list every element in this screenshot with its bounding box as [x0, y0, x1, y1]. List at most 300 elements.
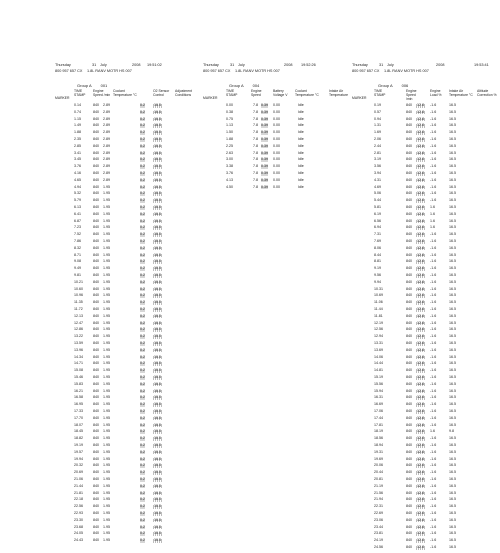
table-cell: 840: [93, 279, 99, 284]
table-cell: 16.95: [74, 402, 83, 407]
table-cell: 19.57: [74, 449, 83, 454]
table-cell: 11.72: [74, 307, 83, 311]
table-cell: 2.89: [103, 130, 110, 135]
table-cell: 1.95: [103, 429, 110, 434]
table-cell: 3.38: [226, 164, 233, 169]
table-cell: 840: [406, 327, 412, 332]
table-cell: -1.6: [430, 103, 437, 107]
table-cell: 840: [406, 157, 412, 162]
table-cell: -1.6: [430, 273, 437, 277]
table-cell: 7.8: [253, 171, 258, 175]
table-cell: 12.8: [417, 307, 424, 311]
table-cell: 1.95: [103, 395, 110, 400]
table-cell: 6.94: [374, 225, 381, 230]
table-cell: 0.2: [140, 327, 145, 332]
table-cell: 16.5: [154, 456, 161, 461]
table-cell: 12.8: [417, 409, 424, 413]
table-cell: -1.6: [430, 157, 437, 162]
table-cell: 840: [93, 286, 99, 291]
table-cell: 16.5: [154, 313, 161, 318]
table-cell: 0.00: [273, 137, 280, 141]
table-cell: 840: [406, 232, 412, 237]
table-cell: 13.59: [74, 341, 83, 345]
table-cell: 7.8: [253, 164, 258, 169]
table-cell: 16.5: [154, 273, 161, 277]
table-cell: 23.30: [74, 517, 83, 522]
table-cell: 16.5: [154, 198, 161, 203]
table-cell: 840: [93, 143, 99, 148]
table-cell: 12.8: [417, 511, 424, 515]
table-cell: 16.5: [449, 449, 456, 454]
table-cell: 1.95: [103, 273, 110, 277]
table-cell: -1.6: [430, 232, 437, 237]
table-cell: 12.8: [417, 177, 424, 182]
table-cell: 7.8: [253, 143, 258, 148]
table-cell: 9.81: [74, 273, 81, 277]
table-cell: 17.81: [374, 422, 383, 427]
table-cell: 840: [406, 239, 412, 243]
table-cell: 0.2: [140, 483, 145, 488]
table-cell: 840: [93, 205, 99, 209]
table-cell: 0.38: [226, 109, 233, 114]
table-cell: 0.2: [140, 402, 145, 407]
table-cell: 14.06: [374, 354, 383, 359]
table-cell: 12.8: [417, 313, 424, 318]
table-cell: -1.6: [430, 266, 437, 271]
table-cell: 840: [93, 334, 99, 339]
table-cell: 12.8: [417, 239, 424, 243]
table-cell: 16.5: [154, 177, 161, 182]
table-cell: 0.2: [140, 497, 145, 502]
table-cell: 16.5: [154, 259, 161, 264]
table-cell: 14.44: [374, 361, 383, 366]
table-cell: 16.5: [449, 470, 456, 475]
table-cell: 16.5: [449, 545, 456, 549]
table-cell: 16.5: [449, 415, 456, 420]
table-cell: 21.44: [74, 483, 83, 488]
table-cell: 840: [406, 225, 412, 230]
table-cell: 840: [406, 150, 412, 155]
table-cell: 840: [93, 483, 99, 488]
table-cell: 15.94: [374, 388, 383, 393]
table-cell: 0.2: [140, 300, 145, 305]
table-cell: 16.5: [449, 354, 456, 359]
table-cell: Idle: [298, 116, 304, 121]
table-cell: 16.5: [154, 511, 161, 515]
header-time: 19:53:41: [474, 63, 489, 67]
table-cell: -1.6: [430, 279, 437, 284]
table-cell: 20.81: [374, 477, 383, 481]
table-cell: 0.2: [140, 143, 145, 148]
table-cell: 840: [406, 483, 412, 488]
table-cell: 840: [93, 218, 99, 223]
table-cell: 840: [93, 436, 99, 441]
table-cell: 840: [406, 123, 412, 128]
table-cell: 840: [93, 477, 99, 481]
table-cell: 0.2: [140, 307, 145, 311]
table-cell: 0.2: [140, 361, 145, 366]
table-cell: -1.6: [430, 334, 437, 339]
col-c2: Battery Voltage V: [273, 89, 288, 97]
table-cell: 8.71: [74, 252, 81, 257]
table-cell: Idle: [298, 150, 304, 155]
table-cell: 840: [93, 456, 99, 461]
table-cell: 12.13: [74, 313, 83, 318]
table-cell: 16.5: [154, 381, 161, 386]
table-cell: 16.5: [154, 415, 161, 420]
table-cell: 840: [93, 293, 99, 298]
table-cell: 0.00: [273, 116, 280, 121]
table-cell: 16.5: [449, 307, 456, 311]
table-cell: 1.95: [103, 504, 110, 509]
table-cell: 12.8: [417, 218, 424, 223]
table-cell: 16.5: [154, 232, 161, 237]
table-cell: 8.06: [374, 245, 381, 250]
table-cell: 12.8: [417, 470, 424, 475]
table-cell: 0.2: [140, 266, 145, 271]
col-c4: Adjustment Conditions: [175, 89, 192, 97]
table-cell: 13.31: [374, 341, 383, 345]
table-cell: 0.2: [140, 320, 145, 325]
table-cell: -1.6: [430, 477, 437, 481]
table-cell: 6.13: [74, 205, 81, 209]
table-cell: 16.5: [449, 388, 456, 393]
table-cell: 840: [406, 341, 412, 345]
table-cell: 1.95: [103, 259, 110, 264]
table-cell: 16.5: [154, 538, 161, 543]
table-cell: 840: [93, 232, 99, 237]
col-time: TIME STAMP: [74, 89, 86, 97]
table-cell: 840: [406, 211, 412, 216]
table-cell: 5.32: [74, 191, 81, 196]
table-cell: 16.5: [449, 273, 456, 277]
table-cell: -1.6: [430, 483, 437, 488]
table-cell: 840: [93, 449, 99, 454]
table-cell: 1.95: [103, 347, 110, 352]
table-cell: 12.8: [417, 171, 424, 175]
table-cell: 7.69: [374, 239, 381, 243]
table-cell: 840: [93, 252, 99, 257]
table-cell: 840: [93, 130, 99, 135]
table-cell: 840: [93, 225, 99, 230]
table-cell: -1.6: [430, 327, 437, 332]
table-cell: 12.8: [417, 504, 424, 509]
table-cell: 840: [406, 109, 412, 114]
table-cell: 0.2: [140, 177, 145, 182]
table-cell: 1.95: [103, 225, 110, 230]
table-cell: 16.5: [154, 524, 161, 529]
table-cell: 1.95: [103, 368, 110, 373]
table-cell: 2.35: [74, 137, 81, 141]
table-cell: 840: [406, 409, 412, 413]
table-cell: 12.8: [417, 191, 424, 196]
table-cell: 0.00: [273, 103, 280, 107]
table-cell: 840: [93, 123, 99, 128]
table-cell: 16.5: [154, 103, 161, 107]
table-cell: 5.79: [74, 198, 81, 203]
table-cell: 840: [93, 490, 99, 495]
table-cell: 0.2: [140, 354, 145, 359]
table-cell: 3.00: [226, 157, 233, 162]
table-cell: 16.5: [449, 320, 456, 325]
table-cell: 18.45: [74, 429, 83, 434]
table-cell: 1.95: [103, 436, 110, 441]
table-cell: 1.95: [103, 218, 110, 223]
table-cell: 13.22: [74, 334, 83, 339]
table-cell: 16.5: [449, 143, 456, 148]
table-cell: -1.6: [430, 171, 437, 175]
table-cell: 8.81: [374, 259, 381, 264]
table-cell: 16.5: [449, 347, 456, 352]
table-cell: 840: [406, 368, 412, 373]
table-cell: 12.8: [417, 449, 424, 454]
table-cell: 16.5: [449, 137, 456, 141]
table-cell: 7.31: [374, 232, 381, 237]
table-cell: 16.5: [154, 395, 161, 400]
table-cell: 1.95: [103, 524, 110, 529]
table-cell: 1.15: [74, 116, 81, 121]
table-cell: 7.8: [253, 109, 258, 114]
table-cell: 16.5: [154, 239, 161, 243]
table-cell: 840: [406, 103, 412, 107]
table-cell: 0.39: [261, 109, 268, 114]
table-cell: 8.32: [74, 245, 81, 250]
table-cell: 14.34: [74, 354, 83, 359]
table-cell: 840: [406, 538, 412, 543]
table-cell: -1.6: [430, 239, 437, 243]
table-cell: 1.31: [374, 123, 381, 128]
table-cell: 840: [93, 395, 99, 400]
table-cell: 0.2: [140, 395, 145, 400]
table-cell: 840: [93, 307, 99, 311]
table-cell: 11.35: [74, 300, 83, 305]
table-cell: 1.95: [103, 375, 110, 379]
table-cell: 4.65: [74, 177, 81, 182]
table-cell: 12.8: [417, 483, 424, 488]
table-cell: 20.32: [74, 463, 83, 468]
table-cell: 16.5: [154, 211, 161, 216]
table-cell: 12.8: [417, 164, 424, 169]
table-cell: 2.89: [103, 123, 110, 128]
table-cell: -1.6: [430, 395, 437, 400]
table-cell: 4.69: [374, 184, 381, 189]
table-cell: 15.56: [374, 381, 383, 386]
table-cell: 0.39: [261, 130, 268, 135]
table-cell: 12.8: [417, 463, 424, 468]
table-cell: 1.95: [103, 184, 110, 189]
table-cell: 12.8: [417, 395, 424, 400]
table-cell: 10.31: [374, 286, 383, 291]
col-c1: Engine Speed /min: [93, 89, 111, 97]
table-cell: 840: [406, 273, 412, 277]
table-cell: 16.5: [154, 483, 161, 488]
group-heading: [77, 84, 107, 88]
table-cell: 840: [406, 497, 412, 502]
table-cell: 840: [93, 524, 99, 529]
header-year: 2008: [132, 63, 141, 67]
table-cell: 1.95: [103, 279, 110, 284]
table-cell: 21.19: [374, 483, 383, 488]
table-cell: 840: [93, 470, 99, 475]
header-serial: 800 957 657 CX: [352, 69, 380, 73]
table-cell: 16.5: [449, 334, 456, 339]
table-cell: 16.5: [449, 517, 456, 522]
table-cell: 1.13: [226, 123, 233, 128]
table-cell: 0.2: [140, 225, 145, 230]
table-cell: 1.95: [103, 538, 110, 543]
table-cell: 0.2: [140, 490, 145, 495]
header-year: 2008: [436, 63, 445, 67]
table-cell: 840: [93, 429, 99, 434]
table-cell: 23.06: [374, 517, 383, 522]
table-cell: 0.2: [140, 422, 145, 427]
table-cell: 840: [93, 184, 99, 189]
table-cell: 3.19: [374, 157, 381, 162]
table-cell: 16.5: [449, 266, 456, 271]
table-cell: 840: [406, 245, 412, 250]
table-cell: 1.95: [103, 381, 110, 386]
table-cell: 7.8: [253, 103, 258, 107]
header-day: Thursday: [352, 63, 368, 67]
table-cell: 0.00: [273, 130, 280, 135]
table-cell: -1.6: [430, 511, 437, 515]
table-cell: 11.44: [374, 307, 383, 311]
table-cell: 1.95: [103, 327, 110, 332]
table-cell: 12.8: [417, 123, 424, 128]
col-marker: MARKER: [352, 96, 367, 100]
header-vehicle: 1.8L RANV MOTR HS 007: [235, 69, 280, 73]
table-cell: 12.8: [417, 477, 424, 481]
table-cell: 16.5: [154, 307, 161, 311]
table-cell: 16.5: [449, 381, 456, 386]
table-cell: 16.5: [449, 109, 456, 114]
table-cell: 840: [406, 545, 412, 549]
table-cell: -1.6: [430, 293, 437, 298]
table-cell: 1.95: [103, 341, 110, 345]
table-cell: 4.31: [374, 177, 381, 182]
table-cell: 12.8: [417, 341, 424, 345]
table-cell: Idle: [298, 184, 304, 189]
table-cell: 16.5: [449, 150, 456, 155]
table-cell: 15.83: [74, 381, 83, 386]
table-cell: 0.2: [140, 123, 145, 128]
table-cell: 12.8: [417, 422, 424, 427]
table-cell: 3.45: [74, 157, 81, 162]
table-cell: 1.95: [103, 286, 110, 291]
table-cell: 7.8: [253, 130, 258, 135]
table-cell: 1.95: [103, 409, 110, 413]
table-cell: 0.00: [226, 103, 233, 107]
table-cell: 1.95: [103, 239, 110, 243]
table-cell: 840: [406, 171, 412, 175]
table-cell: 0.00: [273, 123, 280, 128]
table-cell: 3.76: [74, 164, 81, 169]
table-cell: 12.8: [417, 143, 424, 148]
table-cell: 840: [93, 157, 99, 162]
header-date: 31: [230, 63, 235, 67]
table-cell: 2.89: [103, 103, 110, 107]
table-cell: 16.5: [154, 191, 161, 196]
table-cell: 9.8: [449, 429, 454, 434]
table-cell: 1.95: [103, 232, 110, 237]
table-cell: 16.5: [449, 490, 456, 495]
table-cell: 0.00: [273, 157, 280, 162]
table-cell: -1.6: [430, 313, 437, 318]
table-cell: 16.5: [154, 218, 161, 223]
table-cell: 9.08: [74, 259, 81, 264]
table-cell: 0.2: [140, 109, 145, 114]
table-cell: 840: [93, 375, 99, 379]
table-cell: 0.2: [140, 164, 145, 169]
table-cell: 16.5: [449, 531, 456, 536]
table-cell: -1.6: [430, 456, 437, 461]
table-cell: 10.96: [74, 293, 83, 298]
table-cell: 11.06: [374, 300, 383, 305]
table-cell: 12.8: [417, 415, 424, 420]
table-cell: 840: [93, 497, 99, 502]
table-cell: 0.00: [273, 171, 280, 175]
table-cell: -1.6: [430, 123, 437, 128]
table-cell: 840: [93, 198, 99, 203]
table-cell: 12.8: [417, 347, 424, 352]
table-cell: 16.5: [449, 245, 456, 250]
table-cell: 12.8: [417, 361, 424, 366]
table-cell: 16.5: [449, 116, 456, 121]
table-cell: 12.8: [417, 116, 424, 121]
table-cell: -1.6: [430, 524, 437, 529]
table-cell: 840: [406, 266, 412, 271]
table-cell: 6.19: [374, 211, 381, 216]
table-cell: 16.5: [449, 300, 456, 305]
table-cell: 840: [406, 443, 412, 447]
table-cell: 0.2: [140, 504, 145, 509]
table-cell: 0.2: [140, 524, 145, 529]
table-cell: 840: [93, 368, 99, 373]
table-cell: -1.6: [430, 116, 437, 121]
table-cell: 16.5: [154, 470, 161, 475]
table-cell: 0.2: [140, 232, 145, 237]
table-cell: 16.5: [449, 184, 456, 189]
table-cell: -1.6: [430, 443, 437, 447]
table-cell: 16.5: [449, 259, 456, 264]
table-cell: 0.2: [140, 531, 145, 536]
table-cell: 840: [406, 164, 412, 169]
table-cell: 2.89: [103, 171, 110, 175]
table-cell: 0.2: [140, 279, 145, 284]
table-cell: 16.5: [449, 218, 456, 223]
table-cell: 840: [93, 511, 99, 515]
table-cell: 16.5: [154, 266, 161, 271]
table-cell: 21.81: [74, 490, 83, 495]
table-cell: 16.5: [154, 504, 161, 509]
table-cell: 0.00: [273, 177, 280, 182]
table-cell: 0.39: [261, 157, 268, 162]
table-cell: 840: [406, 477, 412, 481]
table-cell: 12.47: [74, 320, 83, 325]
table-cell: 840: [406, 395, 412, 400]
table-cell: 2.89: [103, 116, 110, 121]
table-cell: 12.8: [417, 252, 424, 257]
table-cell: 840: [93, 266, 99, 271]
table-cell: Idle: [298, 130, 304, 135]
table-cell: 1.95: [103, 313, 110, 318]
table-cell: -1.6: [430, 191, 437, 196]
table-cell: Idle: [298, 103, 304, 107]
table-cell: 840: [406, 422, 412, 427]
table-cell: 16.5: [449, 524, 456, 529]
table-cell: 840: [406, 177, 412, 182]
table-cell: Idle: [298, 164, 304, 169]
